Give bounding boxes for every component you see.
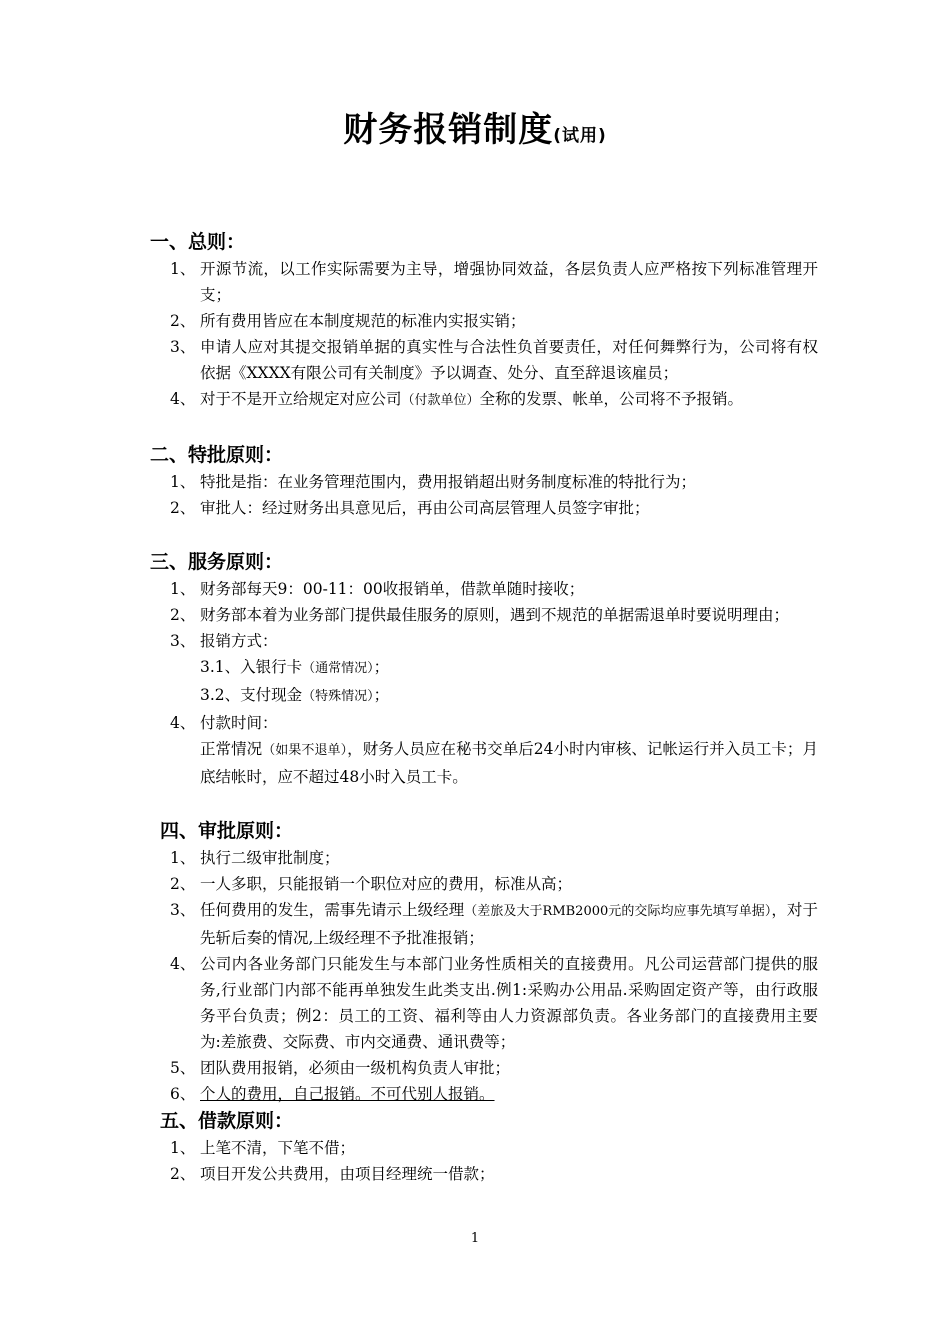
list-item: 4、 公司内各业务部门只能发生与本部门业务性质相关的直接费用。凡公司运营部门提供的服务,行业部门内部不能再单独发生此类支出.例1:采购办公用品.采购固定资产等，由行政服务平台负责；例2：员工的工资、福利等由人力资源部负责。各业务部门的直接费用主要为:差旅费、交际费、市内交通费、通讯费等； <box>170 955 818 1051</box>
list-item: 3、 申请人应对其提交报销单据的真实性与合法性负首要责任，对任何舞弊行为，公司将有权依据《XXXX有限公司有关制度》予以调查、处分、直至辞退该雇员； <box>170 338 818 382</box>
document-body <box>150 228 818 1214</box>
list-item: 2、 项目开发公共费用，由项目经理统一借款； <box>170 1165 495 1183</box>
list-item: 1、 开源节流，以工作实际需要为主导，增强协同效益，各层负责人应严格按下列标准管理开支； <box>170 260 818 304</box>
section-general <box>150 228 818 414</box>
list-item: 1、 执行二级审批制度； <box>170 849 340 867</box>
list-item: 1、 上笔不清，下笔不借； <box>170 1139 356 1157</box>
section-special-approval <box>150 441 818 521</box>
paragraph: 正常情况（如果不退单），财务人员应在秘书交单后24小时内审核、记帐运行并入员工卡；月底结帐时，应不超过48小时入员工卡。 <box>200 740 818 786</box>
page-number: 1 <box>470 1231 480 1246</box>
list-item: 2、 审批人：经过财务出具意见后，再由公司高层管理人员签字审批； <box>170 499 650 517</box>
list-item: 5、 团队费用报销，必须由一级机构负责人审批； <box>170 1059 511 1077</box>
section-heading: 四、审批原则： <box>160 820 294 842</box>
title-suffix: (试用) <box>553 126 607 146</box>
list-item: 4、 付款时间： <box>170 714 278 732</box>
title-main: 财务报销制度 <box>343 110 554 150</box>
sub-item: 3.1、入银行卡（通常情况）； <box>200 658 390 676</box>
list-item: 3、 任何费用的发生，需事先请示上级经理（差旅及大于RMB2000元的交际均应事先填写单据），对于先斩后奏的情况,上级经理不予批准报销； <box>170 901 818 947</box>
section-service <box>150 548 818 790</box>
section-heading: 一、总则： <box>150 231 246 253</box>
list-item: 1、 特批是指：在业务管理范围内，费用报销超出财务制度标准的特批行为； <box>170 473 697 491</box>
section-heading: 二、特批原则： <box>150 444 284 466</box>
list-item: 1、 财务部每天9：00-11：00收报销单，借款单随时接收； <box>170 580 585 598</box>
section-loan <box>150 1107 818 1187</box>
document-title <box>0 108 950 158</box>
list-item: 2、 一人多职，只能报销一个职位对应的费用，标准从高； <box>170 875 573 893</box>
list-item: 2、 所有费用皆应在本制度规范的标准内实报实销； <box>170 312 526 330</box>
section-heading: 三、服务原则： <box>150 551 284 573</box>
section-heading: 五、借款原则： <box>160 1110 294 1132</box>
section-approval <box>150 817 818 1107</box>
list-item: 6、 个人的费用，自己报销。不可代别人报销。 <box>170 1085 495 1103</box>
sub-item: 3.2、支付现金（特殊情况）； <box>200 686 390 704</box>
list-item: 4、 对于不是开立给规定对应公司（付款单位）全称的发票、帐单，公司将不予报销。 <box>170 390 744 408</box>
list-item: 3、 报销方式： <box>170 632 278 650</box>
list-item: 2、 财务部本着为业务部门提供最佳服务的原则，遇到不规范的单据需退单时要说明理由； <box>170 606 790 624</box>
